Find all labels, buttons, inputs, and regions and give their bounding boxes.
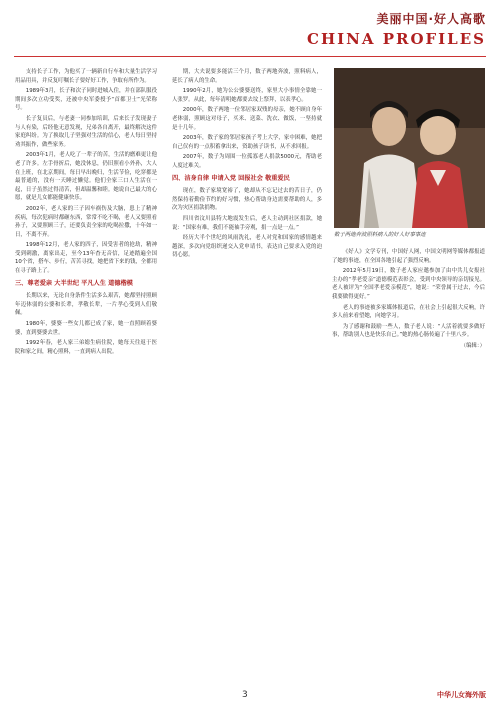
paragraph: 长子复员后，与老妻一同参加培训，后来长子发现妻子与人有染，后经他无意发现，兄弟各自离开，最终解决这件家庭纠纷。为了换取儿子坚强对生活的信心，老人每日坚持劝其振作，做些家务。 <box>15 115 157 148</box>
column-title-en: CHINA PROFILES <box>307 30 486 48</box>
paragraph: 期，大夫说要多能活三个月，数子两地奔波，照料病人，延长了病人的生命。 <box>172 69 322 84</box>
paragraph: 1998年12月，老人家的四子，因受害者的抢劫，精神受到刺激，离家出走，至今13年杳无音信，足迹踏遍全国10个省，搭车、步行，苦苦寻找，她把省下来的钱，全都用在寻子路上了。 <box>15 242 157 275</box>
column-header <box>307 10 486 48</box>
article-photo <box>334 68 485 228</box>
section-heading: 三、尊老爱亲 大半世纪 平凡人生 道德楷模 <box>15 279 133 287</box>
photo-caption: 数子两地奔波照料病人的好人好事事迹 <box>334 232 426 238</box>
photo-illustration <box>334 68 485 228</box>
editor-signature: （编辑：） <box>460 342 485 349</box>
paragraph: 1992年春，老人家三弟媳生病住院，她每天往返于医院和家之间，精心照料，一直到病人出院。 <box>15 340 157 355</box>
paragraph: 为了感谢和鼓励一些人，数子老人说：“人活着就要多做好事，帮助别人也是快乐自己。”她的热心肠传遍了十里八乡。 <box>332 323 485 339</box>
paragraph: 2003年，数子家的邻居家孩子考上大学，家中困难，她把自己仅有的一点积蓄拿出来，资助孩子读书，从不求回报。 <box>172 135 322 150</box>
paragraph: 2007年，数子为周围一位孤寡老人捐款5000元，帮助老人度过难关。 <box>172 154 322 169</box>
article-column-3 <box>332 248 485 353</box>
section-heading: 四、洁身自律 申请入党 回报社会 敬重爱民 <box>172 174 290 182</box>
paragraph: 老人的事迹被多家媒体报道后，在社会上引起很大反响，许多人前来看望她，向她学习。 <box>332 304 485 320</box>
publication-name: 中华儿女海外版 <box>437 691 486 699</box>
article-column-2 <box>172 68 322 262</box>
paragraph: 支持长子工作，为他买了一辆新自行车和大量生活学习用品用具，并反复叮嘱长子要好好工作，争取有所作为。 <box>15 69 157 84</box>
paragraph: 长期以来，无论自身条件生活多么艰苦，她都坚持照顾年迈体弱的公婆和长辈，孝敬长辈，一片孝心受到人们敬佩。 <box>15 293 157 317</box>
paragraph: 2012年5月19日，数子老人家应邀参加了由中共儿女报社主办的“孝老爱亲”道德模范表彰会，受到中央领导的亲切接见。老人被评为“全国孝老爱亲模范”，她说：“荣誉属于过去，今后我要做得更好。” <box>332 268 485 300</box>
paragraph: 2003年1月，老人吃了一辈子的苦，生活的磨难更让他老了许多。左手骨折后，她没休息，仍旧照看小外孙，大人在上班，在北京期间，每日早出晚归，生活节俭，吃穿都是最普通的，没有一天睡过懒觉。他们全家三口人生活在一起，日子虽然过得清苦，但却温馨和睦。她说自己最大的心愿，就是儿女都能健康快乐。 <box>15 152 157 202</box>
paragraph: 《好人》文学专刊，中国好人网，中国文明网等媒体都报道了她的事迹，在全国各地引起了强烈反响。 <box>332 249 485 264</box>
paragraph: 2000年，数子两地一位邻居家双残的母亲，她不顾自身年老体弱，照顾这对母子，买米、送菜、洗衣、做饭，一坚持就是十几年。 <box>172 107 322 131</box>
paragraph: 1990年2月，她为公公婆婆送终，家里大小事情全靠她一人张罗。从此，每年清明她都要去坟上祭拜，以表孝心。 <box>172 88 322 103</box>
paragraph: 经历大半个世纪的风雨洗礼，老人对党和国家的感情越来越深，多次向党组织递交入党申请书，表达自己要求入党的迫切心愿。 <box>172 235 322 259</box>
paragraph: 现在，数子家境宽裕了，她却从不忘记过去的苦日子，仍然保持着勤俭节约的好习惯，热心帮助身边需要帮助的人，多次为灾区捐款捐物。 <box>172 188 322 212</box>
paragraph: 2002年，老人家的三子因车祸伤及大脑，患上了精神疾病，每次犯病时都砸东西，常常不吃不喝，老人又要照看孙子，又要照顾三子，还要负责全家的吃喝拉撒，十年如一日，不离不弃。 <box>15 205 157 238</box>
header-divider <box>14 56 486 57</box>
paragraph: 1980年，婆婆一些女儿都已成了家，她一直照顾着婆婆，直到婆婆去世。 <box>15 321 157 336</box>
paragraph: 四川省汶川县特大地震发生后，老人主动到社区捐款，她说：“国家有难，我们不能袖手旁观，捐一点是一点。” <box>172 215 322 231</box>
page-number: 3 <box>242 690 248 700</box>
article-column-1 <box>15 68 157 358</box>
paragraph: 1989年3月，长子和次子同时进城入住，并在部队服役期间多次立功受奖，还被中央军委授予“首都卫士”光荣称号。 <box>15 88 157 112</box>
column-title: 美丽中国·好人高歌 <box>376 12 486 26</box>
